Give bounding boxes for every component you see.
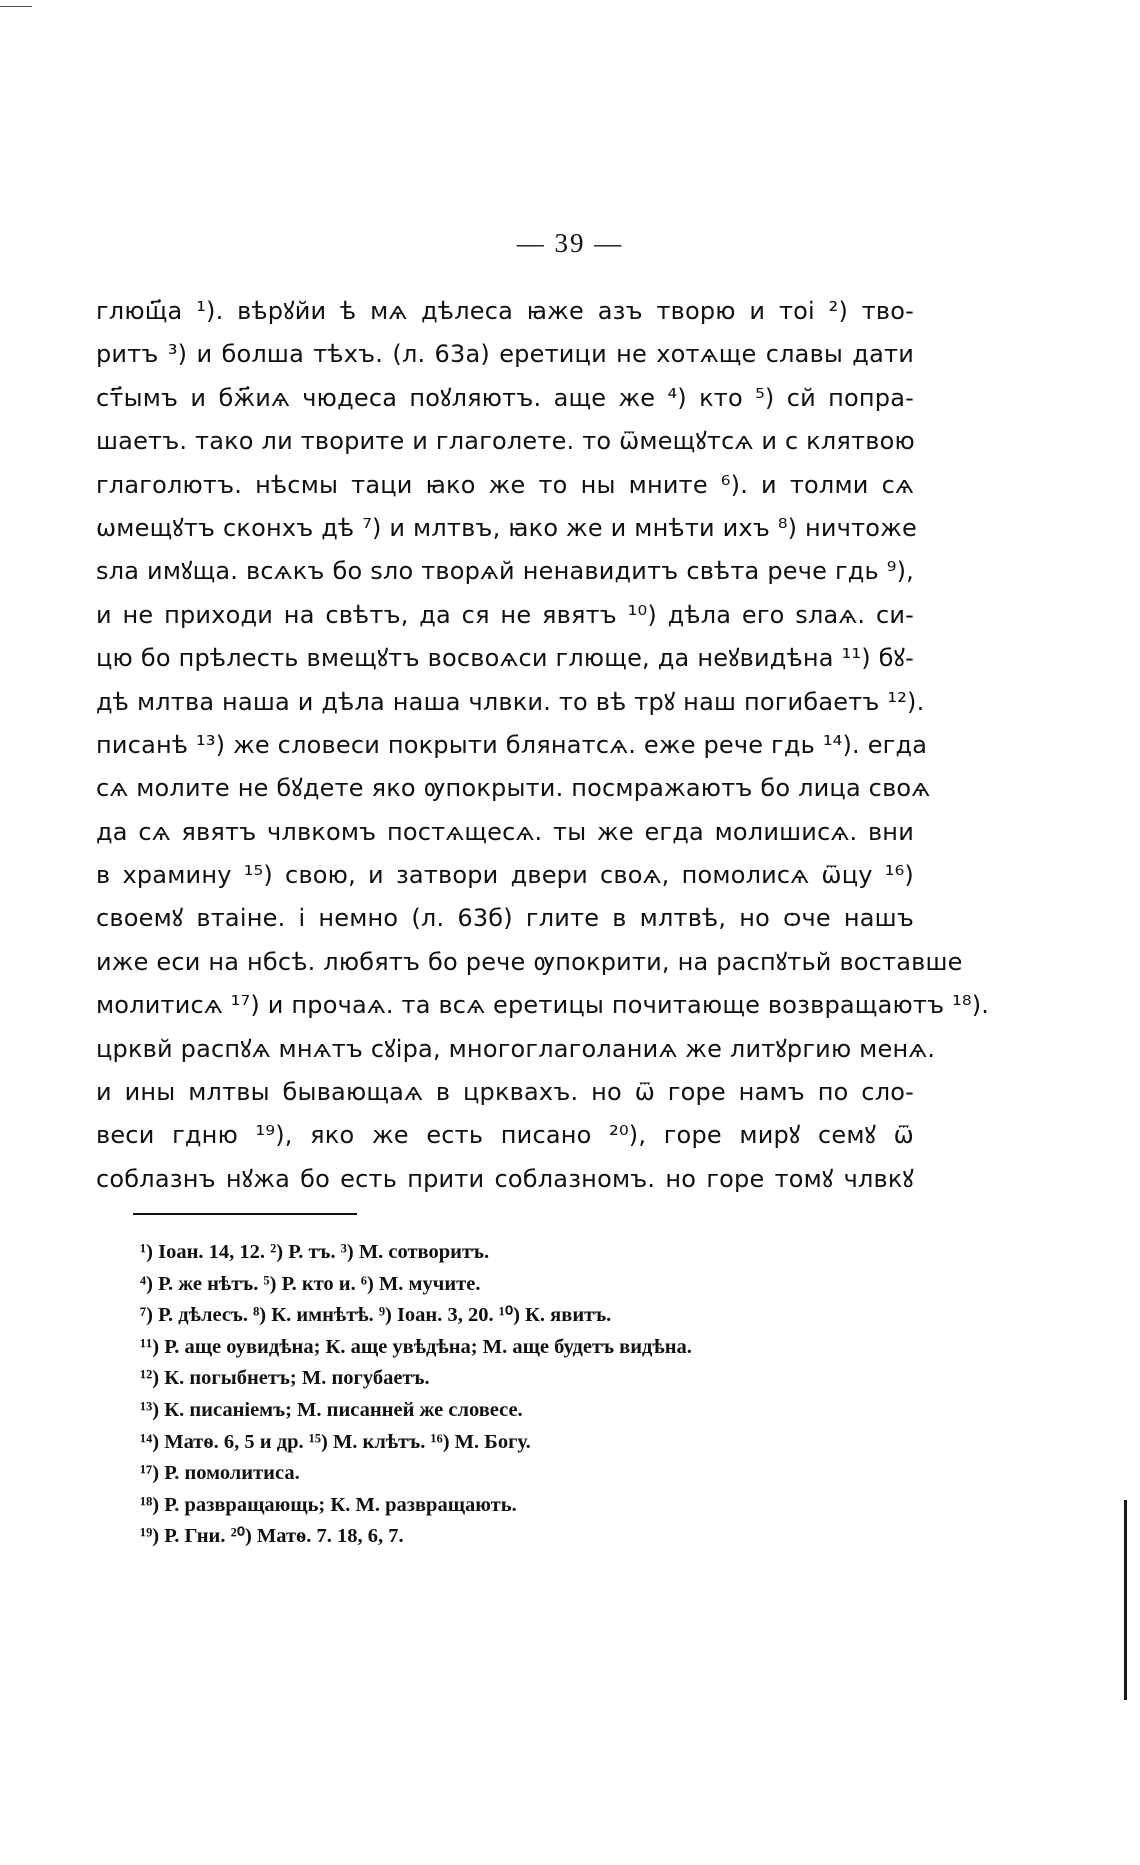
text-line: да сѧ явятъ члвкомъ постѧщесѧ. ты же егда молишисѧ. вни bbox=[96, 817, 914, 846]
text-line: ст҃ымъ и бж҃иѧ чюдеса поꙋляютъ. аще же ⁴) кто ⁵) сй попра- bbox=[96, 383, 914, 412]
footnote-line: ¹³) К. писаніемъ; М. писанней же словесе. bbox=[140, 1398, 523, 1421]
text-line: писанѣ ¹³) же словеси покрыти блянатсѧ. еже рече гдь ¹⁴). егда bbox=[96, 730, 928, 759]
footnote-line: ¹) Іоан. 14, 12. ²) Р. тъ. ³) М. сотворитъ. bbox=[140, 1241, 490, 1263]
text-line: ѡмещꙋтъ сконхъ дѣ ⁷) и млтвъ, ꙗко же и мнѣти ихъ ⁸) ничтоже bbox=[96, 513, 917, 542]
page-number: — 39 — bbox=[516, 228, 624, 258]
margin-scan-mark bbox=[1124, 1500, 1127, 1700]
text-line: ѕла имꙋща. всѧкъ бо ѕло творѧй ненавидитъ свѣта рече гдь ⁹), bbox=[96, 557, 914, 586]
text-line: глющ҃а ¹). вѣрꙋйи ѣ мѧ дѣлеса ꙗже азъ творю и тоі ²) тво- bbox=[96, 297, 914, 325]
text-line: и ины млтвы бывающаѧ в црквахъ. но ѿ горе намъ по сло- bbox=[96, 1078, 914, 1107]
top-edge-rule bbox=[0, 6, 32, 7]
footnote-line: ¹⁸) Р. развращающь; К. М. развращають. bbox=[140, 1493, 517, 1516]
text-line: цю бо прѣлесть вмещꙋтъ восвоѧси глюще, да неꙋвидѣна ¹¹) бꙋ- bbox=[96, 644, 914, 673]
text-line: глаголютъ. нѣсмы таци ꙗко же то ны мните ⁶). и толми сѧ bbox=[96, 470, 914, 499]
text-line: ритъ ³) и болша тѣхъ. (л. 63а) еретици не хотѧще славы дати bbox=[96, 340, 914, 369]
text-line: веси гдню ¹⁹), яко же есть писано ²⁰), горе мирꙋ семꙋ ѿ bbox=[96, 1121, 914, 1150]
text-line: своемꙋ втаіне. і немно (л. 63б) глите в млтвѣ, но ѻче нашъ bbox=[96, 904, 914, 933]
text-line: сѧ молите не бꙋдете яко ѹпокрыти. посмражаютъ бо лица своѧ bbox=[96, 774, 931, 803]
text-line: молитисѧ ¹⁷) и прочаѧ. та всѧ еретицы почитающе возвращаютъ ¹⁸). bbox=[96, 991, 990, 1020]
footnotes-block bbox=[140, 1237, 940, 1553]
text-line: и не приходи на свѣтъ, да ся не явятъ ¹⁰) дѣла его ѕлаѧ. си- bbox=[96, 600, 914, 629]
main-text-block bbox=[96, 290, 990, 1201]
footnote-line: ¹¹) Р. аще оувидѣна; К. аще увѣдѣна; М. аще будетъ видѣна. bbox=[140, 1335, 692, 1358]
text-line: соблазнъ нꙋжа бо есть прити соблазномъ. но горе томꙋ члвкꙋ bbox=[96, 1164, 914, 1193]
footnote-line: ⁴) Р. же нѣтъ. ⁵) Р. кто и. ⁶) М. мучите. bbox=[140, 1272, 481, 1295]
text-line: шаетъ. тако ли творите и глаголете. то ѿмещꙋтсѧ и с клятвою bbox=[96, 427, 915, 456]
footnote-separator bbox=[133, 1213, 357, 1215]
text-line: иже еси на нбсѣ. любятъ бо рече ѹпокрити, на распꙋтьй воставше bbox=[96, 947, 963, 976]
footnote-line: ¹⁷) Р. помолитиса. bbox=[140, 1462, 300, 1485]
text-line: в храмину ¹⁵) свою, и затвори двери своѧ, помолисѧ ѿцу ¹⁶) bbox=[96, 861, 914, 890]
text-line: црквй распꙋѧ мнѧтъ сꙋіра, многоглаголаниѧ же литꙋргию менѧ. bbox=[96, 1034, 936, 1063]
footnote-line: ¹²) К. погыбнетъ; М. погубаетъ. bbox=[140, 1367, 430, 1390]
footnote-line: ⁷) Р. дѣлесъ. ⁸) К. имнѣтѣ. ⁹) Іоан. 3, 20. ¹⁰) К. явитъ. bbox=[140, 1304, 612, 1327]
footnote-line: ¹⁴) Матѳ. 6, 5 и др. ¹⁵) М. клѣтъ. ¹⁶) М. Богу. bbox=[140, 1430, 531, 1453]
footnote-line: ¹⁹) Р. Гни. ²⁰) Матѳ. 7. 18, 6, 7. bbox=[140, 1525, 404, 1548]
text-line: дѣ млтва наша и дѣла наша члвки. то вѣ трꙋ наш погибаетъ ¹²). bbox=[96, 687, 925, 716]
